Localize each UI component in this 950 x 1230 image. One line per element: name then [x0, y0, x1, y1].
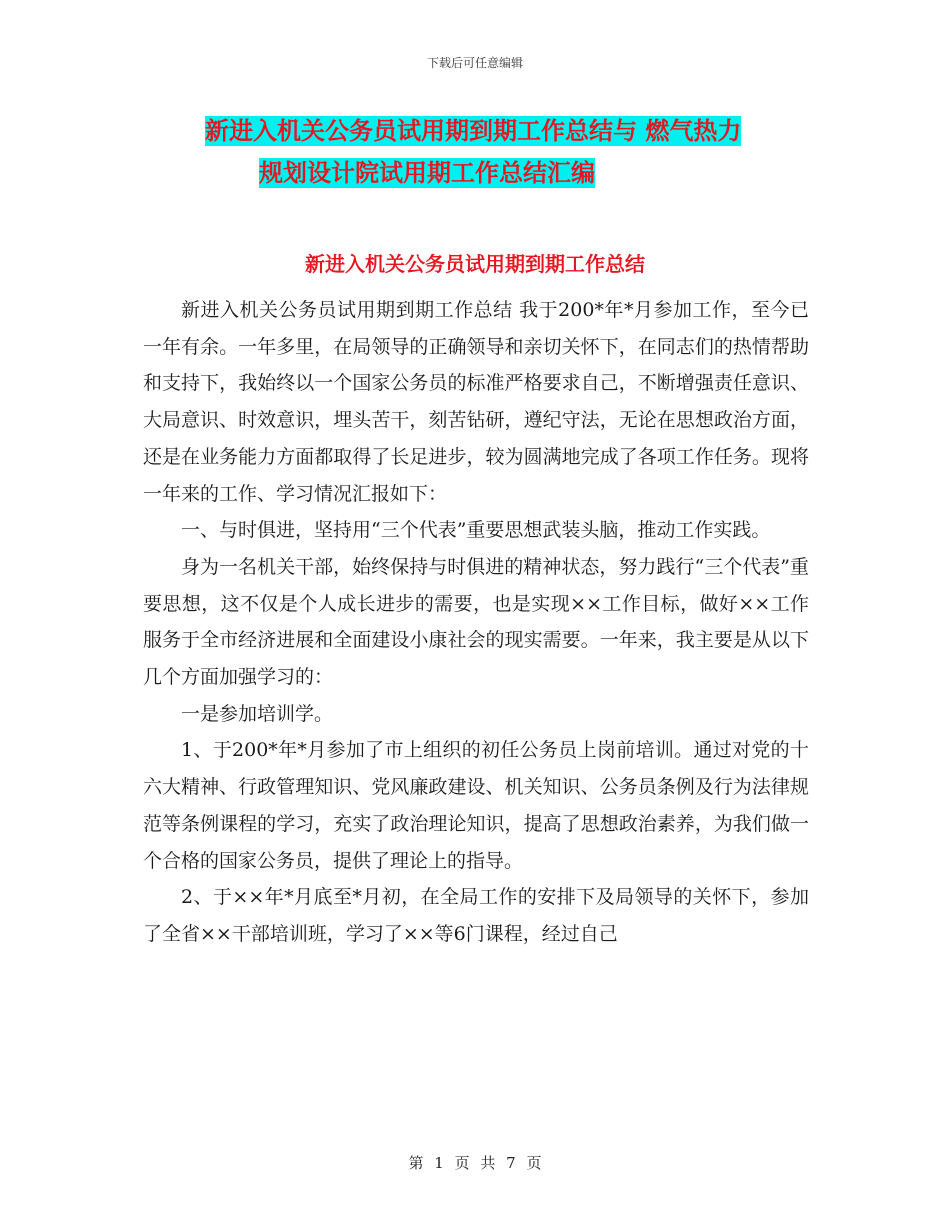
document-body — [143, 292, 809, 953]
paragraph: 2、于××年*月底至*月初，在全局工作的安排下及局领导的关怀下，参加了全省××干部培训班，学习了××等6门课程，经过自己 — [143, 886, 809, 945]
title-line-2: 规划设计院试用期工作总结汇编 — [259, 159, 595, 187]
paragraph: 1、于200*年*月参加了市上组织的初任公务员上岗前培训。通过对党的十六大精神、行政管理知识、党风廉政建设、机关知识、公务员条例及行为法律规范等条例课程的学习，充实了政治理论知识，提高了思想政治素养，为我们做一个合格的国家公务员，提供了理论上的指导。 — [143, 739, 809, 872]
page-header-note: 下载后可任意编辑 — [426, 56, 523, 70]
paragraph: 新进入机关公务员试用期到期工作总结 我于200*年*月参加工作，至今已一年有余。一年多里，在局领导的正确领导和亲切关怀下，在同志们的热情帮助和支持下，我始终以一个国家公务员的标准严格要求自己，不断增强责任意识、大局意识、时效意识，埋头苦干，刻苦钻研，遵纪守法，无论在思想政治方面，还是在业务能力方面都取得了长足进步，较为圆满地完成了各项工作任务。现将一年来的工作、学习情况汇报如下： — [143, 299, 809, 505]
page-number-footer: 第 1 页 共 7 页 — [408, 1154, 542, 1172]
document-title — [205, 110, 815, 194]
paragraph: 一、与时俱进，坚持用“三个代表”重要思想武装头脑，推动工作实践。 — [181, 519, 771, 542]
paragraph: 身为一名机关干部，始终保持与时俱进的精神状态，努力践行“三个代表”重要思想，这不仅是个人成长进步的需要，也是实现××工作目标，做好××工作服务于全市经济进展和全面建设小康社会的现实需要。一年来，我主要是从以下几个方面加强学习的： — [143, 555, 809, 689]
section-heading: 新进入机关公务员试用期到期工作总结 — [305, 252, 645, 276]
title-line-1: 新进入机关公务员试用期到期工作总结与 燃气热力 — [205, 117, 742, 145]
paragraph: 一是参加培训学。 — [181, 702, 334, 725]
